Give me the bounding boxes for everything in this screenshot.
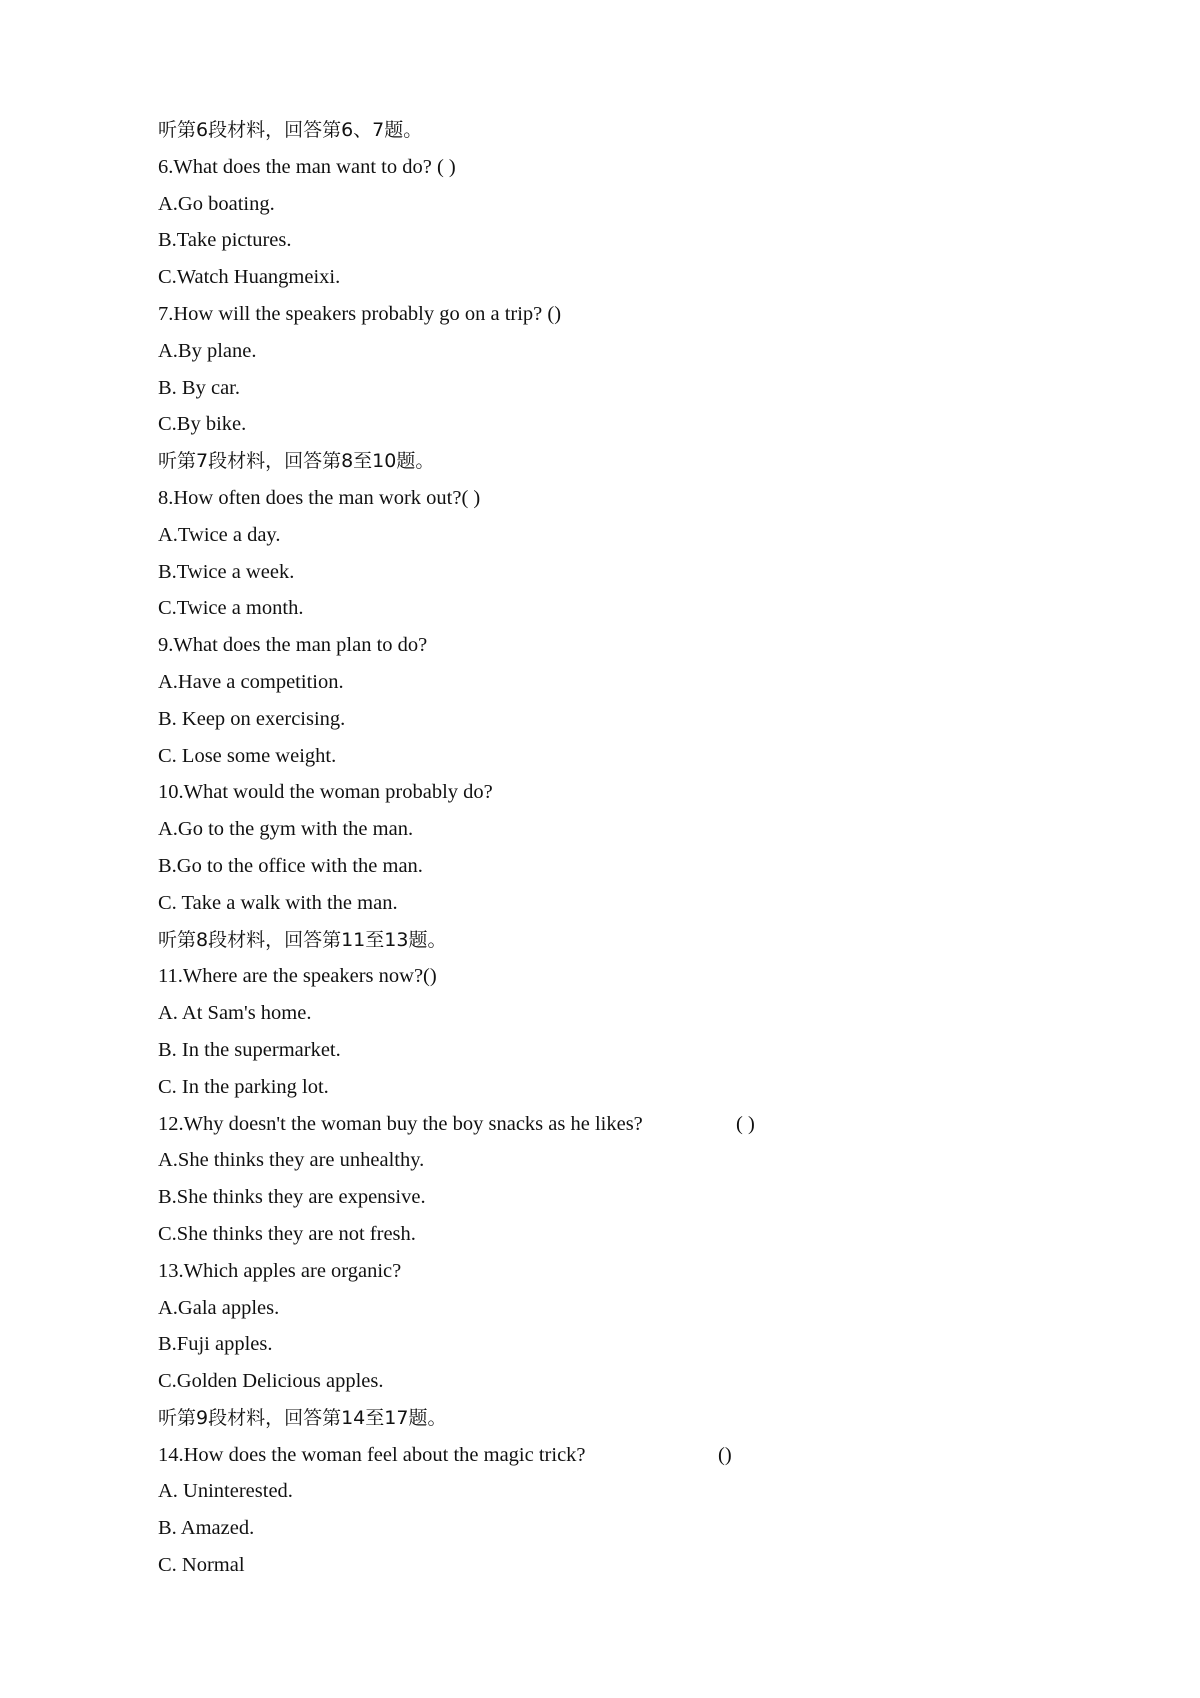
question-7: 7.How will the speakers probably go on a trip? () [158, 302, 562, 325]
q6-option-a: A.Go boating. [158, 192, 275, 215]
question-11: 11.Where are the speakers now?() [158, 965, 437, 988]
q14-option-a: A. Uninterested. [158, 1480, 293, 1503]
section-heading: 听第9段材料，回答第14至17题。 [158, 1406, 447, 1429]
q14-option-b: B. Amazed. [158, 1517, 255, 1540]
q7-option-a: A.By plane. [158, 339, 257, 362]
q9-option-b: B. Keep on exercising. [158, 707, 346, 730]
q7-option-b: B. By car. [158, 376, 240, 399]
q7-option-c: C.By bike. [158, 413, 247, 436]
q14-answer-blank: () [718, 1443, 732, 1466]
q6-option-c: C.Watch Huangmeixi. [158, 266, 341, 289]
q9-option-c: C. Lose some weight. [158, 744, 337, 767]
question-13: 13.Which apples are organic? [158, 1259, 402, 1282]
q6-option-b: B.Take pictures. [158, 229, 292, 252]
question-14-row [158, 1437, 1058, 1474]
q13-option-c: C.Golden Delicious apples. [158, 1370, 384, 1393]
question-10: 10.What would the woman probably do? [158, 781, 493, 804]
question-8: 8.How often does the man work out?( ) [158, 486, 481, 509]
q12-option-b: B.She thinks they are expensive. [158, 1186, 426, 1209]
q14-option-c: C. Normal [158, 1554, 245, 1577]
q8-option-a: A.Twice a day. [158, 523, 281, 546]
q10-option-c: C. Take a walk with the man. [158, 891, 398, 914]
document-page [158, 112, 1058, 1584]
q13-option-b: B.Fuji apples. [158, 1333, 273, 1356]
section-heading: 听第8段材料，回答第11至13题。 [158, 928, 447, 951]
question-6: 6.What does the man want to do? ( ) [158, 155, 456, 178]
q11-option-b: B. In the supermarket. [158, 1038, 341, 1061]
q12-option-c: C.She thinks they are not fresh. [158, 1222, 416, 1245]
q11-option-a: A. At Sam's home. [158, 1002, 312, 1025]
q10-option-a: A.Go to the gym with the man. [158, 818, 414, 841]
q12-answer-blank: ( ) [736, 1112, 755, 1135]
q8-option-b: B.Twice a week. [158, 560, 295, 583]
section-heading: 听第7段材料，回答第8至10题。 [158, 450, 435, 473]
section-heading: 听第6段材料，回答第6、7题。 [158, 119, 423, 141]
question-14: 14.How does the woman feel about the magic trick? [158, 1443, 586, 1466]
q9-option-a: A.Have a competition. [158, 670, 344, 693]
question-12: 12.Why doesn't the woman buy the boy snacks as he likes? [158, 1112, 643, 1135]
q11-option-c: C. In the parking lot. [158, 1075, 329, 1098]
question-9: 9.What does the man plan to do? [158, 634, 428, 657]
q13-option-a: A.Gala apples. [158, 1296, 280, 1319]
q8-option-c: C.Twice a month. [158, 597, 304, 620]
question-12-row [158, 1106, 1058, 1143]
q12-option-a: A.She thinks they are unhealthy. [158, 1149, 425, 1172]
q10-option-b: B.Go to the office with the man. [158, 854, 423, 877]
